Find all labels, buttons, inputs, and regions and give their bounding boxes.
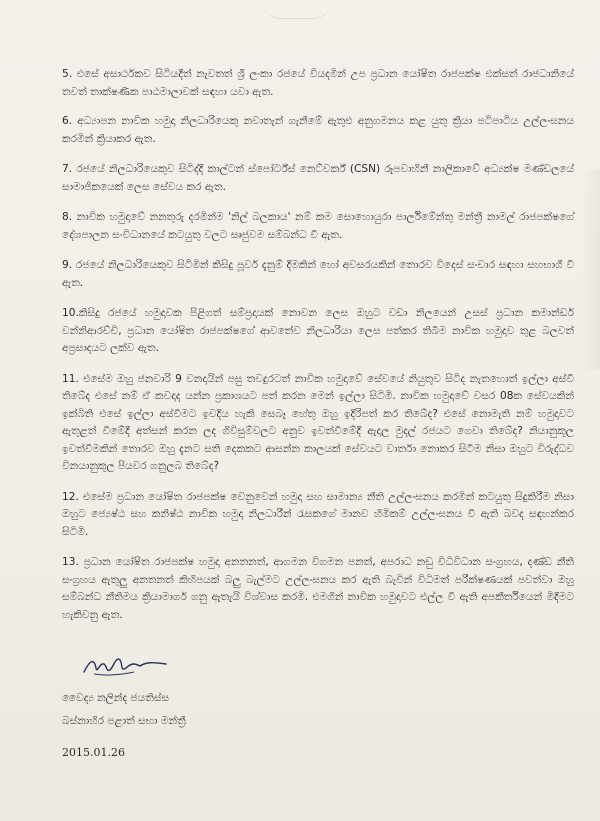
paragraph-7: 7. රජයේ නිලධාරියෙකුව සිටිද්දී කාල්ටන් ස්පෝර්ට්ස් නෙට්වර්ක් (CSN) රූපවාහිනී නාලිකාවේ අධ්‍යක්ෂ මණ්ඩලයේ සාමාජිකයෙක් ලෙස සේවය කර ඇත. xyxy=(62,163,574,193)
paragraph-12: 12. එසේම ප්‍රධාන යෝෂිත රාජපක්ෂ වෙනුවෙන් හමුදා සහ සාමාන්‍ය නීති උල්ලංඝනය කරමින් කටයුතු සිදුකිරීම නිසා ඔහුට ජ්‍යෙෂ්ඨ සහ කනිෂ්ඨ නාවික හමුදා නිලධාරීන් රැසකගේ මානව හිමිකම් උල්ලංඝනය වී ඇති බවද සඳහන්කර සිටිමි. xyxy=(62,490,574,538)
paragraph-11: 11. එසේම ඔහු ජනවාරි 9 වනදායින් පසු තවදුරටත් නාවික හමුදාවේ සේවයේ නියුතුව සිටිද නැතහොත් ඉල්ලා අස්වී තිබේද එසේ නම් ඒ කවදාද යන්න ප්‍රකාශයට පත් කරන මෙන් ඉල්ලා සිටිමි. නාවික හමුදාවේ වසර 08ක සේවයකින් ඉක්බිති එසේ ඉල්ලා අස්වීමට ඉවදිය හැකි සෙබෑ හේතු ඔහු ඉදිරිපත් කර තිබේද? එසේ නොමැති නම් හමුදාවට ඇතුළත් වීමේදී අත්සන් කරන ලද ගිවිසුම්වලට අනුව ඉවත්වීමේදී ඇදාල මුදල් රජයට ගෙවා තිබේද? නියානුකූල ඉවත්වීමකින් තොරව ඔහු දැනට සති දෙකකට ආසන්න කාලයක් සේවයට වාර්තා නොකර සිටීම නිසා ඔහුට විරුද්ධව විනයානුකූල පියවර ගනුලබ තිබේද? xyxy=(62,372,574,472)
signatory-name: වෛද්‍ය නලින්ද ජයතිස්ස xyxy=(62,692,170,704)
paragraph-6: 6. අධ්‍යාපන නාවික හමුදා නිලධාරියෙකු නවාතැන් ගැනීමේ ඇතුළු අනුගමනය කළ යුතු ක්‍රියා පටිපාටිය උල්ලංඝනය කරමින් ක්‍රියාකර ඇත. xyxy=(62,115,574,145)
paragraph-10: 10.කිසිදු රජයේ හමුදාවක පිළිගත් සම්ප්‍රදායක් නොවන ලෙස ඔහුට වඩා නිලයෙන් උසස් ප්‍රධාන කමාන්ඩර් වන්නිආරච්චි, ප්‍රධාන යෝෂිත රාජපක්ෂගේ ආවතේව නිලධාරියා ලෙස පත්කර තිබීම නාවික හමුදාව තුළ බලවත් අප්‍රසාදයට ලක්ව ඇත. xyxy=(62,307,574,354)
letterhead-crest xyxy=(262,0,332,19)
signatory-title: බස්නාහිර පළාත් සභා මන්ත්‍රී xyxy=(62,715,186,727)
letter-date: 2015.01.26 xyxy=(62,746,125,759)
signature-block xyxy=(62,690,186,761)
handwritten-signature xyxy=(80,650,170,680)
paragraph-5: 5. එසේ අසාර්ථකව සිටියදීත් නැවතත් ශ්‍රී ලංකා රජයේ වියදමින් උප ප්‍රධාන යෝෂිත රාජපක්ෂ එක්සත් රාජධානියේ තවත් තාක්ෂණික පාඨමාලාවක් සඳහා යවා ඇත. xyxy=(62,68,574,98)
paragraph-13: 13. ප්‍රධාන යෝෂිත රාජපක්ෂ හමුදා අනතනත්, ආගමන විගමන පනත්, අපරාධ නඩු විධිවිධාන සංග්‍රහය, දණ්ඩ නීති සංග්‍රහය ඇතුලු අනතනත් කිහිපයක් බලු බැල්මට උල්ලංඝනය කර ඇති බැවින් විධිමත් පරීක්ෂණයක් පවත්වා ඔහු සම්බන්ධ නීතිමය ක්‍රියාමාර්ග ගනු ඇතැයි විශ්වාස කරමි. එමගින් නාවික හමුදාවට එල්ල වී ඇති අපකීර්තියෙන් මිදීමට හැකිවනු ඇත. xyxy=(62,556,574,621)
paper-edge-shadow xyxy=(582,170,600,370)
letter-body xyxy=(62,66,574,637)
paragraph-8: 8. නාවික හමුදාවේ නනතුරු දරමින්ම 'නිල් බලකාය' නම් කම සොහොයුරා පාර්ලිමේන්තු මන්ත්‍රී නාමල් රාජපක්ෂගේ දේශපාලන සංවිධානයේ කටයුතු වලට සෘජුවම සම්බන්ධ වී ඇත. xyxy=(62,211,574,241)
paragraph-9: 9. රජයේ නිලධාරියෙකුව සිටිමින් කිසිදු පූර්ව දැනුම් දීමකින් හෝ අවසරයකින් තොරව විදෙස් සංචාර සඳහා සහභාගී වී ඇත. xyxy=(62,259,574,289)
